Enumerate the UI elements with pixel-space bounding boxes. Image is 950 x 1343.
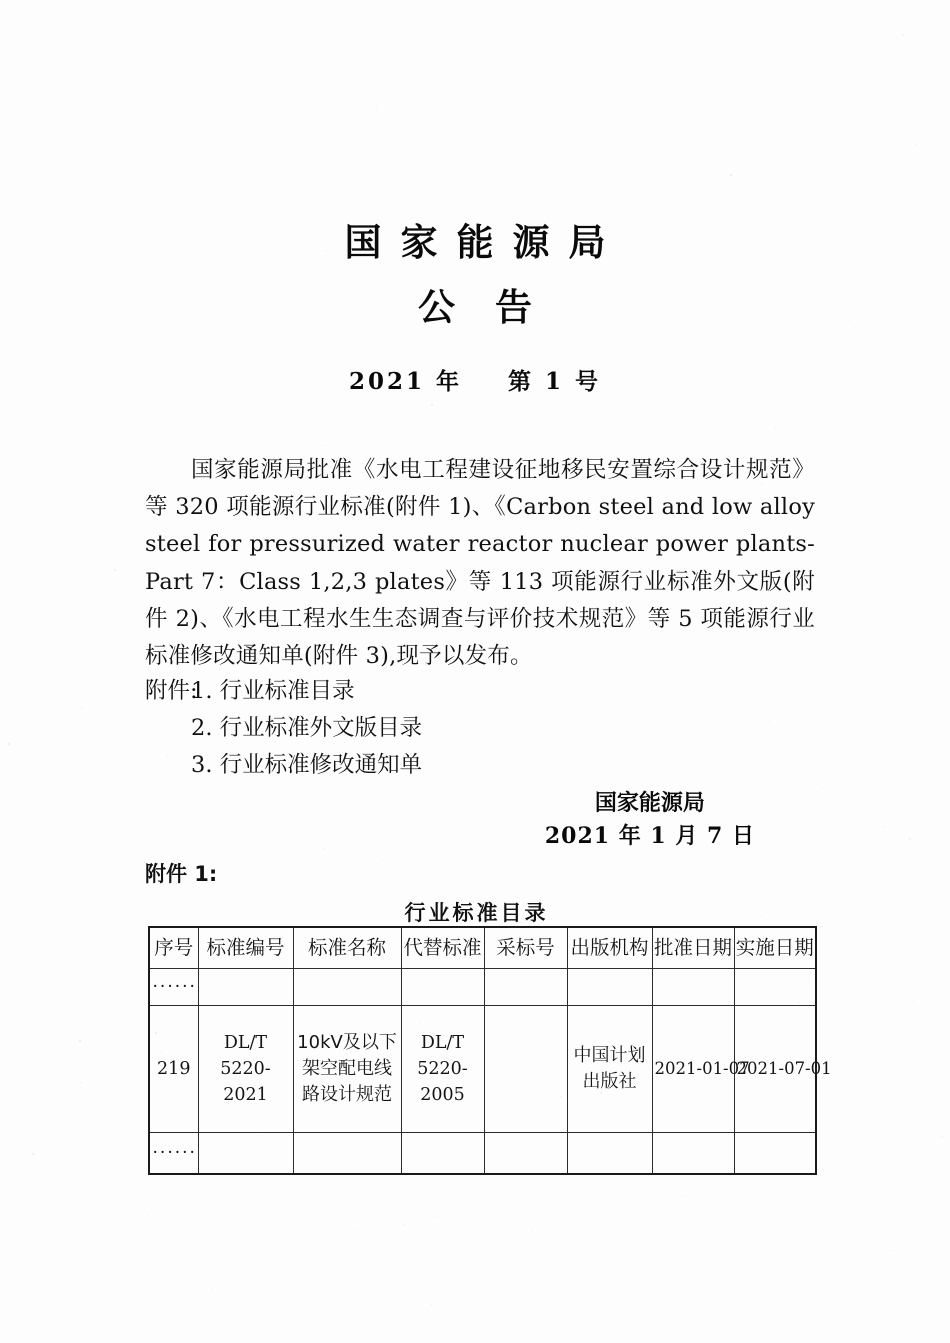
publisher-line-2: 出版社 [582, 1071, 637, 1092]
column-header-standard-name: 标准名称 [293, 927, 401, 969]
document-year: 2021 年 [348, 368, 462, 395]
cell-publisher [567, 1006, 652, 1133]
replaced-standard-line-1: DL/T [420, 1033, 465, 1053]
announcement-paragraph: 国家能源局批准《水电工程建设征地移民安置综合设计规范》等 320 项能源行业标准(附件 1)、《Carbon steel and low alloy steel for pressurized water reactor nuclear power plants-Part 7：Class 1,2,3 plates》等 113 项能源行业标准外文版(附件 2)、《水电工程水生生态调查与评价技术规范》等 5 项能源行业标准修改通知单(附件 3),现予以发布。 [145, 457, 815, 670]
column-header-adoption-number: 采标号 [484, 927, 567, 969]
attachment-item-1-label: 1. 行业标准目录 [191, 678, 355, 704]
industry-standards-table [148, 926, 832, 1175]
empty-cell [567, 1133, 652, 1175]
attachment-list [145, 673, 422, 785]
table-header-row [149, 927, 816, 969]
attachment-item-3 [145, 747, 422, 784]
publisher-line-1: 中国计划 [573, 1045, 646, 1066]
column-header-effective-date: 实施日期 [734, 927, 816, 969]
empty-cell [293, 1133, 401, 1175]
empty-cell [401, 1133, 484, 1175]
cell-effective-date: 2021-07-01 [734, 1006, 816, 1133]
signature-date: 2021 年 1 月 7 日 [544, 823, 755, 849]
appendix-label: 附件 1: [145, 862, 218, 886]
document-number-line [0, 363, 950, 396]
attachment-item-2-label: 2. 行业标准外文版目录 [191, 715, 423, 742]
table-row [149, 1006, 816, 1133]
column-header-seq: 序号 [149, 927, 198, 969]
attachment-lead-label: 附件: [145, 678, 198, 704]
table-ellipsis-row-top [149, 969, 816, 1006]
column-header-replaced-standard: 代替标准 [401, 927, 484, 969]
empty-cell [734, 969, 816, 1006]
signature-block [545, 787, 755, 853]
standard-name-line-2: 架空配电线 [302, 1058, 392, 1079]
empty-cell [198, 969, 293, 1006]
document-kind-title: 公告 [418, 286, 572, 329]
cell-adoption-number [484, 1006, 567, 1133]
empty-cell [567, 969, 652, 1006]
issuing-organization-title: 国家能源局 [344, 221, 625, 264]
standard-name-line-3: 路设计规范 [302, 1084, 392, 1105]
standard-number-line-1: DL/T [223, 1033, 268, 1053]
ellipsis-dots: ······ [152, 1143, 197, 1163]
cell-seq: 219 [149, 1006, 198, 1133]
cell-standard-number [198, 1006, 293, 1133]
column-header-standard-number: 标准编号 [198, 927, 293, 969]
empty-cell [652, 969, 734, 1006]
empty-cell [198, 1133, 293, 1175]
attachment-item-3-label: 3. 行业标准修改通知单 [191, 752, 423, 779]
attachment-item-1 [145, 673, 422, 710]
cell-replaced-standard [401, 1006, 484, 1133]
standard-number-line-2: 5220-2021 [220, 1059, 271, 1105]
ellipsis-cell-top [149, 969, 198, 1006]
announcement-body [145, 452, 815, 675]
signature-issuer: 国家能源局 [594, 791, 705, 816]
column-header-approval-date: 批准日期 [652, 927, 734, 969]
table-ellipsis-row-bottom [149, 1133, 816, 1175]
empty-cell [484, 1133, 567, 1175]
ellipsis-cell-bottom [149, 1133, 198, 1175]
empty-cell [734, 1133, 816, 1175]
column-header-publisher: 出版机构 [567, 927, 652, 969]
cell-standard-name [293, 1006, 401, 1133]
standard-name-line-1: 10kV及以下 [297, 1032, 397, 1053]
table-title: 行业标准目录 [404, 901, 549, 925]
empty-cell [484, 969, 567, 1006]
replaced-standard-line-2: 5220-2005 [417, 1059, 468, 1105]
empty-cell [401, 969, 484, 1006]
document-number: 第 1 号 [508, 368, 602, 395]
attachment-item-2 [145, 710, 422, 747]
empty-cell [293, 969, 401, 1006]
ellipsis-dots: ······ [152, 977, 197, 997]
empty-cell [652, 1133, 734, 1175]
cell-approval-date: 2021-01-07 [652, 1006, 734, 1133]
